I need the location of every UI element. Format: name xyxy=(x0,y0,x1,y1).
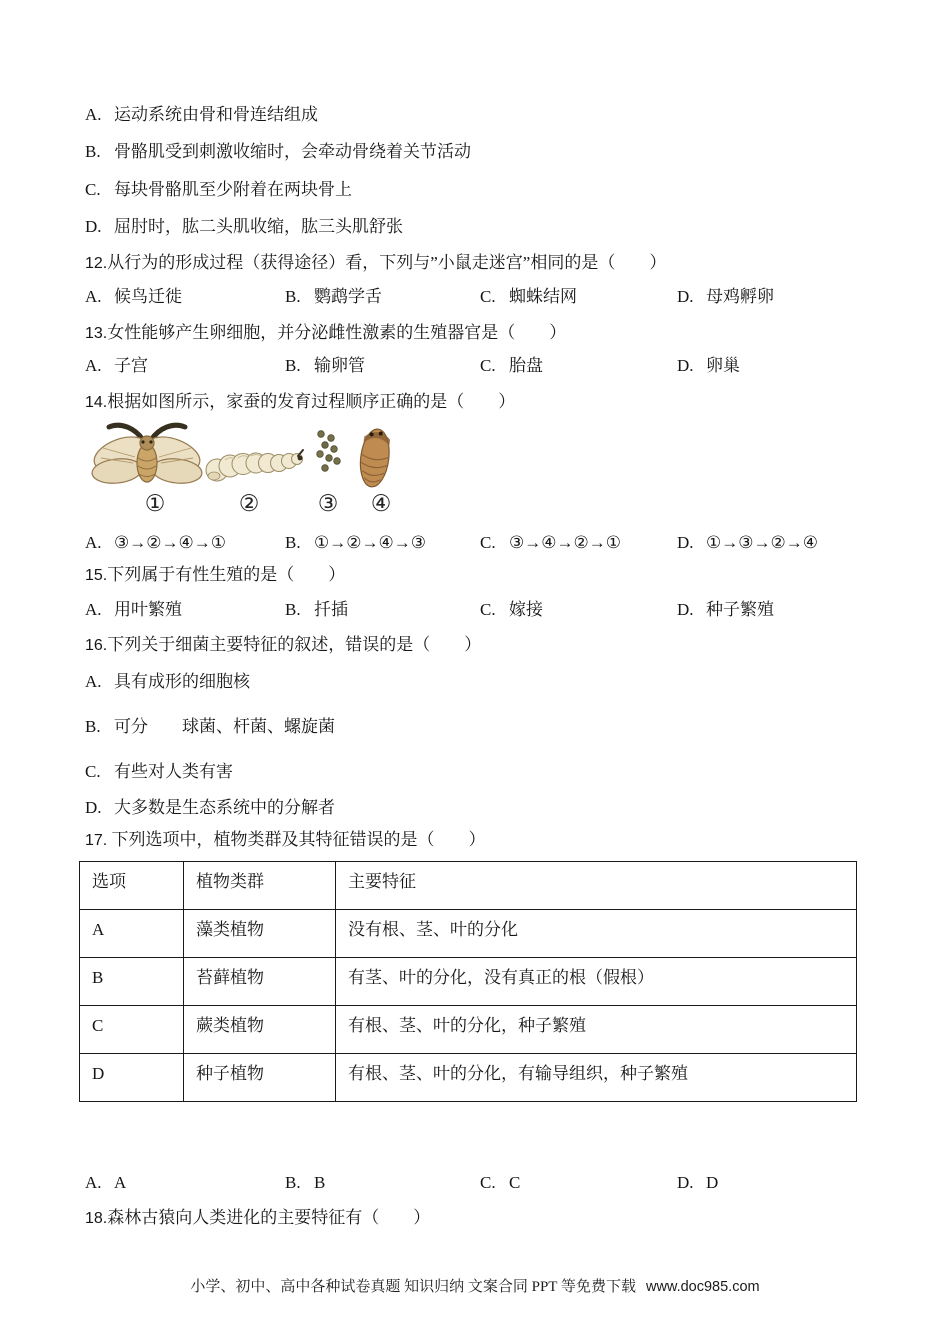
option-text: C xyxy=(509,1173,521,1192)
option-text: 用叶繁殖 xyxy=(114,600,182,619)
question-number: 16. xyxy=(85,637,108,654)
moth-illustration xyxy=(90,425,205,485)
option-text: 大多数是生态系统中的分解者 xyxy=(114,798,335,817)
q12-option-d xyxy=(677,286,774,308)
option-label: D. xyxy=(677,287,694,306)
table-row xyxy=(80,910,857,958)
option-label: B. xyxy=(85,717,101,736)
option-text: 运动系统由骨和骨连结组成 xyxy=(114,105,318,124)
q14-stem xyxy=(85,391,515,414)
q16-option-d xyxy=(85,797,335,819)
option-text: A xyxy=(114,1173,127,1192)
q15-stem xyxy=(85,564,345,587)
option-text: 候鸟迁徙 xyxy=(114,287,182,306)
option-label: D. xyxy=(677,533,694,552)
figure-label-2: ② xyxy=(238,491,260,516)
question-number: 17. xyxy=(85,832,108,849)
q14-option-c xyxy=(480,532,621,554)
option-label: D. xyxy=(85,798,102,817)
table-row xyxy=(80,958,857,1006)
q15-option-c xyxy=(480,599,543,621)
option-label: C. xyxy=(85,180,101,199)
table-cell: 有茎、叶的分化，没有真正的根（假根） xyxy=(336,958,857,1006)
option-text: 有些对人类有害 xyxy=(114,762,233,781)
q16-option-c xyxy=(85,761,233,783)
silkworm-figure xyxy=(85,418,405,494)
option-text: D xyxy=(706,1173,719,1192)
option-label: B. xyxy=(285,533,301,552)
option-text: 扦插 xyxy=(314,600,348,619)
option-text: 可分 球菌、杆菌、螺旋菌 xyxy=(114,717,335,736)
q12-option-c xyxy=(480,286,577,308)
silkworm-figure-svg xyxy=(85,418,405,494)
question-text: 下列关于细菌主要特征的叙述，错误的是（ ） xyxy=(107,635,482,654)
option-text: 鹦鹉学舌 xyxy=(314,287,382,306)
q14-option-d xyxy=(677,532,818,554)
q12-option-a xyxy=(85,286,182,308)
option-label: D. xyxy=(677,1173,694,1192)
table-row xyxy=(80,1006,857,1054)
table-cell: 有根、茎、叶的分化，有输导组织，种子繁殖 xyxy=(336,1054,857,1102)
question-text: 森林古猿向人类进化的主要特征有（ ） xyxy=(107,1208,431,1227)
option-text: ①→②→④→③ xyxy=(314,533,426,552)
table-cell: 有根、茎、叶的分化，种子繁殖 xyxy=(336,1006,857,1054)
option-text: 母鸡孵卵 xyxy=(706,287,774,306)
table-cell: A xyxy=(80,910,184,958)
option-label: A. xyxy=(85,287,102,306)
q13-stem xyxy=(85,322,566,345)
q11-option-a xyxy=(85,104,318,126)
question-text: 女性能够产生卵细胞，并分泌雌性激素的生殖器官是（ ） xyxy=(107,323,567,342)
table-cell: D xyxy=(80,1054,184,1102)
option-label: C. xyxy=(480,600,496,619)
q14-option-a xyxy=(85,532,226,554)
option-label: B. xyxy=(285,1173,301,1192)
option-label: A. xyxy=(85,356,102,375)
option-text: 蜘蛛结网 xyxy=(509,287,577,306)
q11-option-d xyxy=(85,216,403,238)
option-label: C. xyxy=(480,356,496,375)
option-text: 输卵管 xyxy=(314,356,365,375)
option-text: 胎盘 xyxy=(509,356,543,375)
q12-stem xyxy=(85,252,666,275)
table-header-cell: 主要特征 xyxy=(336,862,857,910)
table-row xyxy=(80,1054,857,1102)
option-text: 嫁接 xyxy=(509,600,543,619)
q16-option-a xyxy=(85,671,250,693)
question-number: 13. xyxy=(85,325,108,342)
q17-stem xyxy=(85,829,486,852)
question-text: 根据如图所示，家蚕的发育过程顺序正确的是（ ） xyxy=(107,392,516,411)
q17-option-d xyxy=(677,1172,718,1194)
pupa-illustration xyxy=(357,427,392,488)
figure-label-3: ③ xyxy=(317,491,339,516)
q17-table xyxy=(79,861,857,1102)
option-text: ③→④→②→① xyxy=(509,533,621,552)
table-header-row xyxy=(80,862,857,910)
q14-options-row xyxy=(85,532,885,554)
option-text: 骨骼肌受到刺激收缩时，会牵动骨绕着关节活动 xyxy=(114,142,471,161)
q12-options-row xyxy=(85,286,885,308)
q15-option-d xyxy=(677,599,774,621)
option-label: D. xyxy=(85,217,102,236)
question-number: 15. xyxy=(85,567,108,584)
option-label: C. xyxy=(480,1173,496,1192)
q15-option-a xyxy=(85,599,182,621)
option-label: C. xyxy=(480,533,496,552)
question-text: 下列属于有性生殖的是（ ） xyxy=(107,565,346,584)
option-text: 屈肘时，肱二头肌收缩，肱三头肌舒张 xyxy=(114,217,403,236)
table-cell: 苔藓植物 xyxy=(184,958,336,1006)
question-number: 14. xyxy=(85,394,108,411)
option-label: B. xyxy=(285,600,301,619)
option-label: A. xyxy=(85,600,102,619)
option-label: C. xyxy=(85,762,101,781)
q16-option-b xyxy=(85,716,335,738)
q15-option-b xyxy=(285,599,348,621)
option-text: 具有成形的细胞核 xyxy=(114,672,250,691)
option-text: ③→②→④→① xyxy=(114,533,226,552)
eggs-illustration xyxy=(317,431,341,472)
larva-illustration xyxy=(206,450,303,481)
q13-option-d xyxy=(677,355,740,377)
figure-label-4: ④ xyxy=(370,491,392,516)
option-label: A. xyxy=(85,533,102,552)
q13-option-a xyxy=(85,355,148,377)
q13-options-row xyxy=(85,355,885,377)
table-header-cell: 选项 xyxy=(80,862,184,910)
option-text: 每块骨骼肌至少附着在两块骨上 xyxy=(114,180,352,199)
q13-option-b xyxy=(285,355,365,377)
footer-text: 小学、初中、高中各种试卷真题 知识归纳 文案合同 PPT 等免费下载 xyxy=(190,1279,636,1295)
option-text: B xyxy=(314,1173,326,1192)
table-header-cell: 植物类群 xyxy=(184,862,336,910)
question-number: 12. xyxy=(85,255,108,272)
table-cell: 藻类植物 xyxy=(184,910,336,958)
footer-url: www.doc985.com xyxy=(645,1279,760,1295)
question-number: 18. xyxy=(85,1210,108,1227)
q16-stem xyxy=(85,634,481,657)
option-label: A. xyxy=(85,672,102,691)
q13-option-c xyxy=(480,355,543,377)
table-cell: 没有根、茎、叶的分化 xyxy=(336,910,857,958)
option-text: 卵巢 xyxy=(706,356,740,375)
question-text: 下列选项中，植物类群及其特征错误的是（ ） xyxy=(107,830,486,849)
q17-option-a xyxy=(85,1172,126,1194)
q14-option-b xyxy=(285,532,426,554)
question-text: 从行为的形成过程（获得途径）看，下列与”小鼠走迷宫”相同的是（ ） xyxy=(107,253,667,272)
option-label: B. xyxy=(85,142,101,161)
q17-options-row xyxy=(85,1172,885,1194)
figure-label-1: ① xyxy=(144,491,166,516)
q17-option-b xyxy=(285,1172,325,1194)
option-text: 种子繁殖 xyxy=(706,600,774,619)
q17-option-c xyxy=(480,1172,520,1194)
q11-option-b xyxy=(85,141,471,163)
q12-option-b xyxy=(285,286,382,308)
q18-stem xyxy=(85,1207,430,1230)
option-label: B. xyxy=(285,356,301,375)
table-cell: 种子植物 xyxy=(184,1054,336,1102)
option-label: D. xyxy=(677,356,694,375)
option-label: B. xyxy=(285,287,301,306)
option-text: ①→③→②→④ xyxy=(706,533,818,552)
table-cell: B xyxy=(80,958,184,1006)
q15-options-row xyxy=(85,599,885,621)
table-cell: C xyxy=(80,1006,184,1054)
option-label: D. xyxy=(677,600,694,619)
q11-option-c xyxy=(85,179,352,201)
option-label: C. xyxy=(480,287,496,306)
option-label: A. xyxy=(85,1173,102,1192)
table-cell: 蕨类植物 xyxy=(184,1006,336,1054)
option-text: 子宫 xyxy=(114,356,148,375)
option-label: A. xyxy=(85,105,102,124)
page-footer xyxy=(0,1277,950,1297)
